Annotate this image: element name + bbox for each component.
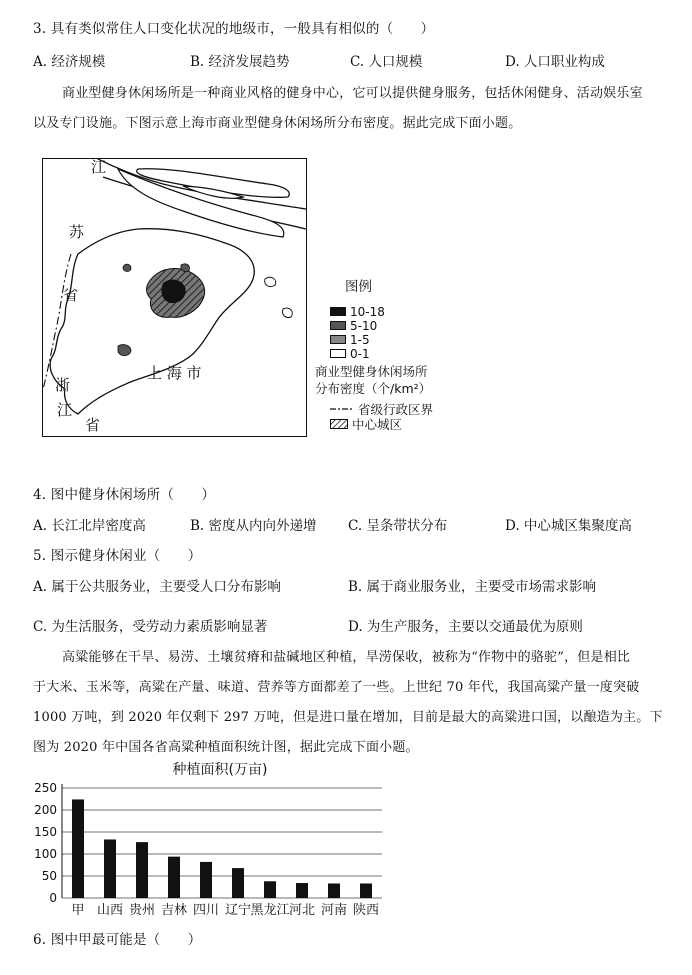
q5-option-c: C. 为生活服务，受劳动力素质影响显著	[33, 619, 268, 635]
bar-黑龙江	[264, 881, 276, 898]
x-tick-label: 山西	[96, 903, 124, 918]
bar-甲	[72, 799, 84, 898]
q5-stem: 5. 图示健身休闲业（ ）	[33, 548, 202, 564]
q3-option-c: C. 人口规模	[350, 54, 423, 70]
bar-chart-svg	[20, 760, 400, 925]
legend-boundary-label: 省级行政区界	[358, 402, 434, 417]
q4-option-a: A. 长江北岸密度高	[33, 518, 146, 534]
y-tick-label: 0	[49, 891, 57, 905]
x-tick-label: 河北	[288, 903, 316, 918]
legend-swatch	[330, 349, 346, 358]
q3-stem: 3. 具有类似常住人口变化状况的地级市，一般具有相似的（ ）	[33, 21, 435, 37]
map-label-jiang-top: 江	[91, 158, 107, 176]
legend-item	[330, 347, 385, 360]
map-label-jiang-bottom: 江	[57, 401, 73, 419]
map-label-sheng2: 省	[85, 416, 101, 434]
passage2-line2: 于大米、玉米等，高粱在产量、味道、营养等方面都差了一些。上世纪 70 年代，我国高粱产量一度突破	[33, 680, 640, 695]
legend-item	[330, 305, 385, 318]
x-tick-label: 甲	[71, 903, 85, 918]
x-tick-label: 四川	[192, 903, 220, 918]
legend-swatch	[330, 335, 346, 344]
passage2-line3: 1000 万吨，到 2020 年仅剩下 297 万吨，但是进口量在增加，目前是最大的高粱进口国，以酿造为主。下	[33, 710, 663, 725]
bar-陕西	[360, 883, 372, 898]
legend-item	[330, 333, 385, 346]
bar-贵州	[136, 842, 148, 898]
y-tick-label: 200	[34, 803, 57, 817]
y-tick-label: 150	[34, 825, 57, 839]
bar-河南	[328, 883, 340, 898]
q5-option-d: D. 为生产服务，主要以交通最优为原则	[348, 619, 583, 635]
q4-option-b: B. 密度从内向外递增	[190, 518, 317, 534]
map-label-sheng: 省	[63, 286, 79, 304]
legend-density-caption-2: 分布密度（个/km²）	[315, 381, 432, 396]
legend-label: 0-1	[350, 346, 370, 361]
map-label-su: 苏	[69, 223, 85, 241]
q6-stem: 6. 图中甲最可能是（ ）	[33, 932, 202, 948]
x-tick-label: 辽宁	[224, 903, 252, 918]
bar-河北	[296, 883, 308, 898]
bar-吉林	[168, 857, 180, 898]
x-tick-label: 河南	[320, 903, 348, 918]
legend-label: 1-5	[350, 332, 370, 347]
legend-density-caption-1: 商业型健身休闲场所	[315, 364, 428, 379]
passage1-line1: 商业型健身休闲场所是一种商业风格的健身中心，它可以提供健身服务，包括休闲健身、活动娱乐室	[62, 86, 643, 101]
passage2-line4: 图为 2020 年中国各省高粱种植面积统计图，据此完成下面小题。	[33, 740, 419, 755]
legend-center-row	[330, 415, 402, 433]
map-drawing	[43, 159, 306, 436]
legend-label: 5-10	[350, 318, 378, 333]
q3-option-b: B. 经济发展趋势	[190, 54, 290, 70]
legend-rows	[330, 305, 385, 360]
y-tick-label: 250	[34, 781, 57, 795]
legend-label: 10-18	[350, 304, 385, 319]
passage2-line1: 高粱能够在干旱、易涝、土壤贫瘠和盐碱地区种植，旱涝保收，被称为“作物中的骆驼”，但是相比	[62, 650, 631, 665]
hatch-swatch-icon	[330, 419, 348, 429]
x-tick-label: 贵州	[128, 903, 156, 918]
bar-山西	[104, 839, 116, 898]
passage1-line2: 以及专门设施。下图示意上海市商业型健身休闲场所分布密度。据此完成下面小题。	[33, 116, 522, 131]
q4-option-d: D. 中心城区集聚度高	[505, 518, 632, 534]
y-tick-label: 50	[41, 869, 57, 883]
legend-center-label: 中心城区	[352, 417, 403, 432]
legend-title: 图例	[345, 279, 372, 295]
x-tick-label: 黑龙江	[250, 903, 290, 918]
shanghai-density-map	[42, 158, 307, 437]
boundary-line-icon	[330, 405, 354, 413]
map-label-zhe: 浙	[55, 376, 71, 394]
sorghum-area-chart	[20, 760, 400, 925]
bar-四川	[200, 862, 212, 898]
legend-swatch	[330, 321, 346, 330]
y-tick-label: 100	[34, 847, 57, 861]
q5-option-a: A. 属于公共服务业，主要受人口分布影响	[33, 579, 281, 595]
x-tick-label: 吉林	[160, 903, 188, 918]
x-tick-label: 陕西	[352, 903, 380, 918]
q4-stem: 4. 图中健身休闲场所（ ）	[33, 487, 216, 503]
map-label-shanghai: 上 海 市	[147, 364, 202, 382]
bar-辽宁	[232, 868, 244, 898]
legend-swatch	[330, 307, 346, 316]
q3-option-d: D. 人口职业构成	[505, 54, 605, 70]
legend-item	[330, 319, 385, 332]
q4-option-c: C. 呈条带状分布	[348, 518, 448, 534]
map-legend	[330, 275, 385, 360]
q5-option-b: B. 属于商业服务业，主要受市场需求影响	[348, 579, 597, 595]
chart-title: 种植面积(万亩)	[172, 762, 268, 778]
q3-option-a: A. 经济规模	[33, 54, 106, 70]
